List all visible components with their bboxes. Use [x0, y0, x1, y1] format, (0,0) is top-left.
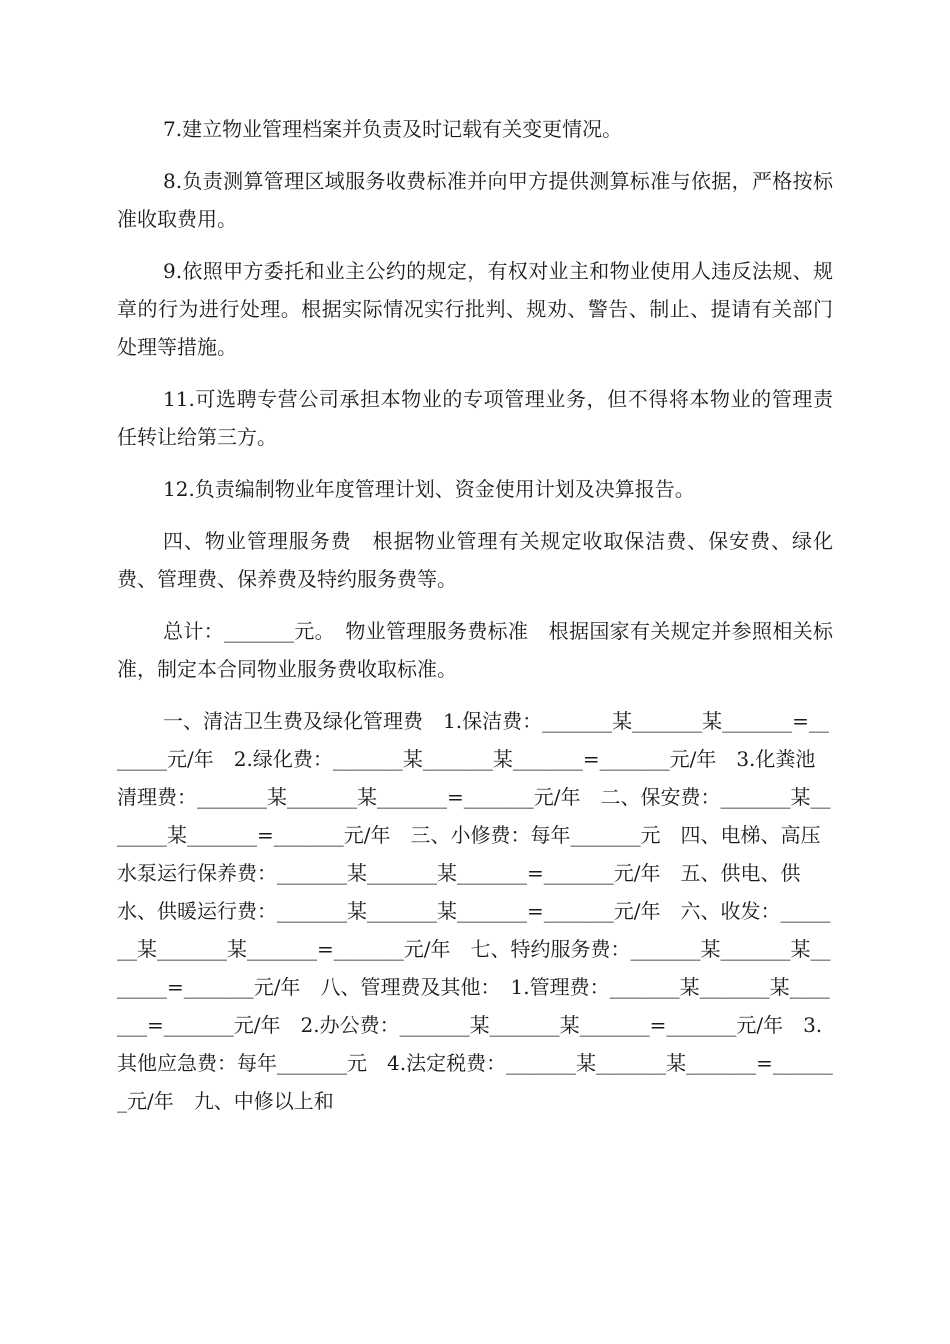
- paragraph-item-12: 12.负责编制物业年度管理计划、资金使用计划及决算报告。: [163, 477, 695, 501]
- document-body: [117, 110, 833, 1134]
- paragraph-fee-total: 总计：_______元。 物业管理服务费标准 根据国家有关规定并参照相关标准，制定本合同物业服务费收取标准。: [117, 619, 833, 681]
- paragraph-item-8: 8.负责测算管理区域服务收费标准并向甲方提供测算标准与依据，严格按标准收取费用。: [117, 169, 833, 231]
- paragraph-item-7: 7.建立物业管理档案并负责及时记载有关变更情况。: [163, 117, 623, 141]
- paragraph-fee-schedule: 一、清洁卫生费及绿化管理费 1.保洁费：_______某_______某_______=_______元/年 2.绿化费：_______某_______某_______=_______元/年 3.化粪池清理费：_______某_______某_______=_______元/年 二、保安费：_______某_______某_______=_______元/年 三、小修费：每年_______元 四、电梯、高压水泵运行保养费：_______某_______某_______=_______元/年 五、供电、供水、供暖运行费：_______某_______某_______=_______元/年 六、收发：_______某_______某_______=_______元/年 七、特约服务费：_______某_______某_______=_______元/年 八、管理费及其他： 1.管理费：_______某_______某_______=_______元/年 2.办公费：_______某_______某_______=_______元/年 3.其他应急费：每年_______元 4.法定税费：_______某_______某_______=_______元/年 九、中修以上和: [117, 709, 833, 1113]
- paragraph-item-9: 9.依照甲方委托和业主公约的规定，有权对业主和物业使用人违反法规、规章的行为进行处理。根据实际情况实行批判、规劝、警告、制止、提请有关部门处理等措施。: [117, 259, 833, 359]
- paragraph-section-4-fees: 四、物业管理服务费 根据物业管理有关规定收取保洁费、保安费、绿化费、管理费、保养费及特约服务费等。: [117, 529, 833, 591]
- paragraph-item-11: 11.可选聘专营公司承担本物业的专项管理业务，但不得将本物业的管理责任转让给第三方。: [117, 387, 833, 449]
